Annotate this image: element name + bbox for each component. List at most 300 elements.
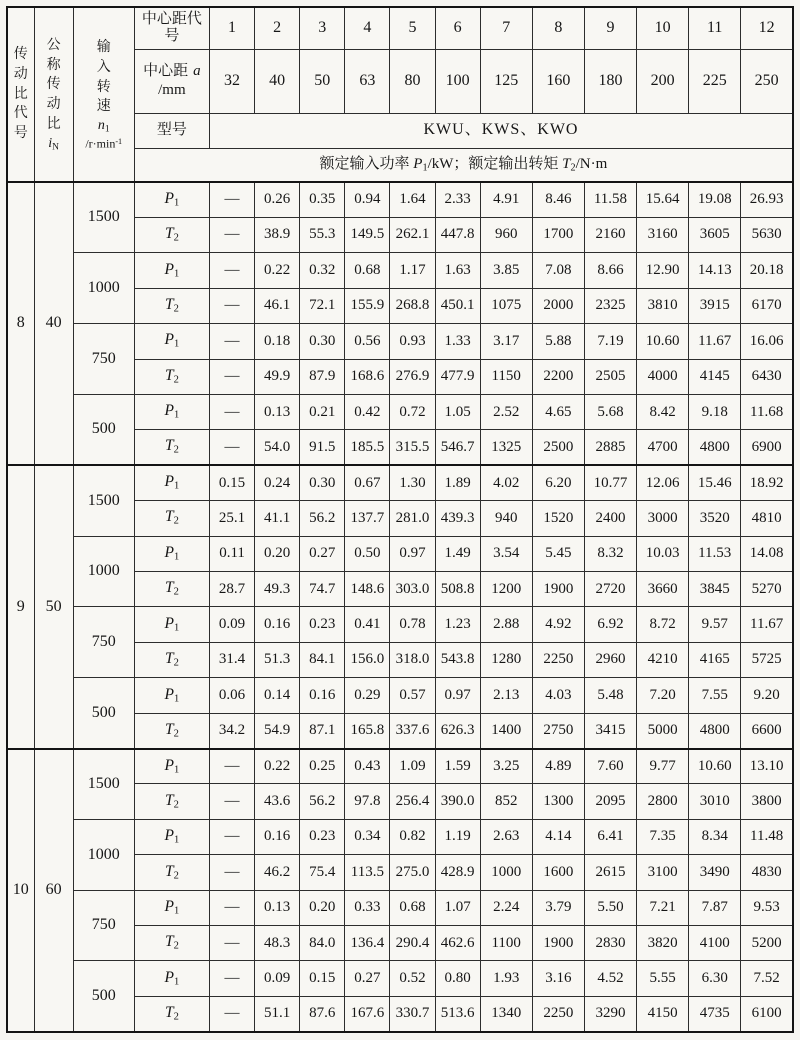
value-cell: 91.5 — [300, 430, 345, 465]
value-cell: 9.53 — [741, 890, 793, 925]
value-cell: 1900 — [532, 571, 584, 606]
value-cell: 2.24 — [480, 890, 532, 925]
value-cell: 0.13 — [255, 394, 300, 429]
center-distance-code-cell: 6 — [435, 7, 480, 49]
value-cell: 4100 — [689, 926, 741, 961]
value-cell: 9.20 — [741, 678, 793, 713]
value-cell: 281.0 — [390, 501, 435, 536]
value-cell: 6900 — [741, 430, 793, 465]
value-cell: 4800 — [689, 713, 741, 748]
value-cell: 3800 — [741, 784, 793, 819]
value-cell: 0.09 — [209, 607, 254, 642]
center-distance-code-cell: 4 — [345, 7, 390, 49]
value-cell: 3605 — [689, 217, 741, 252]
center-distance-code-cell: 8 — [532, 7, 584, 49]
value-cell: 5.45 — [532, 536, 584, 571]
speed-cell: 750 — [73, 890, 134, 961]
value-cell: 6.92 — [584, 607, 636, 642]
row-label-t2: $T_2$ — [134, 217, 209, 252]
center-distance-code-cell: 9 — [584, 7, 636, 49]
center-distance-code-cell: 2 — [255, 7, 300, 49]
value-cell: 0.25 — [300, 749, 345, 784]
center-distance-unit: /mm — [158, 82, 186, 98]
value-cell: 0.56 — [345, 324, 390, 359]
value-cell: 0.67 — [345, 465, 390, 500]
input-speed-symbol: $n_1$ — [97, 118, 110, 135]
value-cell: 20.18 — [741, 253, 793, 288]
value-cell: 626.3 — [435, 713, 480, 748]
value-cell: 156.0 — [345, 642, 390, 677]
value-cell: 5270 — [741, 571, 793, 606]
speed-cell: 1000 — [73, 536, 134, 607]
value-cell: 0.33 — [345, 890, 390, 925]
row-label-p1: $P_1$ — [134, 890, 209, 925]
value-cell: 852 — [480, 784, 532, 819]
value-cell: 4735 — [689, 996, 741, 1032]
value-cell: 543.8 — [435, 642, 480, 677]
value-cell: 0.93 — [390, 324, 435, 359]
value-cell: 4700 — [637, 430, 689, 465]
header-input-speed — [73, 7, 134, 182]
value-cell: 1600 — [532, 855, 584, 890]
value-cell: 5000 — [637, 713, 689, 748]
row-label-t2: $T_2$ — [134, 501, 209, 536]
value-cell: 0.20 — [255, 536, 300, 571]
value-cell: 290.4 — [390, 926, 435, 961]
value-cell: 19.08 — [689, 182, 741, 217]
center-distance-value-cell: 100 — [435, 49, 480, 113]
value-cell: 5.50 — [584, 890, 636, 925]
value-cell: — — [209, 182, 254, 217]
center-distance-code-cell: 12 — [741, 7, 793, 49]
value-cell: 11.53 — [689, 536, 741, 571]
value-cell: 55.3 — [300, 217, 345, 252]
header-ratio-code — [7, 7, 34, 182]
row-label-p1: $P_1$ — [134, 819, 209, 854]
value-cell: 28.7 — [209, 571, 254, 606]
value-cell: 0.09 — [255, 961, 300, 996]
row-label-p1: $P_1$ — [134, 182, 209, 217]
value-cell: 1300 — [532, 784, 584, 819]
ratio-code-cell: 9 — [7, 465, 34, 748]
row-label-p1: $P_1$ — [134, 678, 209, 713]
value-cell: 185.5 — [345, 430, 390, 465]
value-cell: 49.3 — [255, 571, 300, 606]
center-distance-code-label: 中心距代号 — [134, 7, 209, 49]
value-cell: 31.4 — [209, 642, 254, 677]
value-cell: 0.30 — [300, 324, 345, 359]
value-cell: 2885 — [584, 430, 636, 465]
value-cell: 26.93 — [741, 182, 793, 217]
row-label-t2: $T_2$ — [134, 288, 209, 323]
value-cell: 4165 — [689, 642, 741, 677]
value-cell: 2505 — [584, 359, 636, 394]
value-cell: 7.19 — [584, 324, 636, 359]
value-cell: 5.55 — [637, 961, 689, 996]
value-cell: 4810 — [741, 501, 793, 536]
value-cell: 2.63 — [480, 819, 532, 854]
center-distance-value-cell: 50 — [300, 49, 345, 113]
value-cell: 0.15 — [300, 961, 345, 996]
value-cell: 41.1 — [255, 501, 300, 536]
speed-cell: 1500 — [73, 465, 134, 536]
value-cell: 15.46 — [689, 465, 741, 500]
value-cell: 0.24 — [255, 465, 300, 500]
value-cell: 0.20 — [300, 890, 345, 925]
value-cell: 12.90 — [637, 253, 689, 288]
value-cell: 0.18 — [255, 324, 300, 359]
input-speed-unit: $/r\cdot\min^{-1}$ — [85, 136, 123, 151]
row-label-t2: $T_2$ — [134, 713, 209, 748]
value-cell: 3160 — [637, 217, 689, 252]
value-cell: 8.32 — [584, 536, 636, 571]
value-cell: — — [209, 394, 254, 429]
value-cell: 7.35 — [637, 819, 689, 854]
value-cell: 1100 — [480, 926, 532, 961]
value-cell: 136.4 — [345, 926, 390, 961]
value-cell: 0.41 — [345, 607, 390, 642]
value-cell: 1000 — [480, 855, 532, 890]
data-row — [7, 961, 793, 996]
row-label-t2: $T_2$ — [134, 642, 209, 677]
value-cell: 439.3 — [435, 501, 480, 536]
value-cell: 38.9 — [255, 217, 300, 252]
value-cell: 2750 — [532, 713, 584, 748]
value-cell: 13.10 — [741, 749, 793, 784]
speed-cell: 1000 — [73, 819, 134, 890]
value-cell: 0.68 — [390, 890, 435, 925]
value-cell: 268.8 — [390, 288, 435, 323]
value-cell: 2095 — [584, 784, 636, 819]
value-cell: 1075 — [480, 288, 532, 323]
value-cell: 0.57 — [390, 678, 435, 713]
value-cell: 275.0 — [390, 855, 435, 890]
value-cell: 3415 — [584, 713, 636, 748]
data-row — [7, 749, 793, 784]
value-cell: 5.48 — [584, 678, 636, 713]
value-cell: 5630 — [741, 217, 793, 252]
value-cell: 0.97 — [435, 678, 480, 713]
value-cell: 7.60 — [584, 749, 636, 784]
value-cell: 3845 — [689, 571, 741, 606]
value-cell: 8.72 — [637, 607, 689, 642]
value-cell: 2.33 — [435, 182, 480, 217]
value-cell: 428.9 — [435, 855, 480, 890]
value-cell: 84.1 — [300, 642, 345, 677]
value-cell: 2.88 — [480, 607, 532, 642]
row-label-p1: $P_1$ — [134, 536, 209, 571]
center-distance-value-cell: 32 — [209, 49, 254, 113]
value-cell: — — [209, 749, 254, 784]
value-cell: 1.05 — [435, 394, 480, 429]
value-cell: 1.64 — [390, 182, 435, 217]
value-cell: 8.66 — [584, 253, 636, 288]
value-cell: 315.5 — [390, 430, 435, 465]
value-cell: 0.97 — [390, 536, 435, 571]
value-cell: 1200 — [480, 571, 532, 606]
value-cell: 0.26 — [255, 182, 300, 217]
value-cell: 1.30 — [390, 465, 435, 500]
center-distance-label: 中心距 a /mm — [134, 49, 209, 113]
value-cell: — — [209, 996, 254, 1032]
value-cell: 276.9 — [390, 359, 435, 394]
speed-cell: 1500 — [73, 182, 134, 253]
value-cell: 6.41 — [584, 819, 636, 854]
value-cell: 8.42 — [637, 394, 689, 429]
value-cell: 48.3 — [255, 926, 300, 961]
data-row — [7, 678, 793, 713]
value-cell: 15.64 — [637, 182, 689, 217]
center-distance-code-cell: 3 — [300, 7, 345, 49]
center-distance-value-cell: 40 — [255, 49, 300, 113]
value-cell: 3520 — [689, 501, 741, 536]
value-cell: 1520 — [532, 501, 584, 536]
speed-cell: 500 — [73, 678, 134, 749]
value-cell: — — [209, 926, 254, 961]
value-cell: 303.0 — [390, 571, 435, 606]
value-cell: 0.11 — [209, 536, 254, 571]
value-cell: 0.30 — [300, 465, 345, 500]
value-cell: 0.32 — [300, 253, 345, 288]
value-cell: 2720 — [584, 571, 636, 606]
value-cell: 10.77 — [584, 465, 636, 500]
value-cell: 508.8 — [435, 571, 480, 606]
value-cell: 1.93 — [480, 961, 532, 996]
value-cell: 546.7 — [435, 430, 480, 465]
value-cell: 11.48 — [741, 819, 793, 854]
value-cell: 0.34 — [345, 819, 390, 854]
row-label-t2: $T_2$ — [134, 430, 209, 465]
value-cell: 1.17 — [390, 253, 435, 288]
value-cell: 0.42 — [345, 394, 390, 429]
value-cell: 56.2 — [300, 784, 345, 819]
value-cell: 6.20 — [532, 465, 584, 500]
value-cell: 1150 — [480, 359, 532, 394]
value-cell: 167.6 — [345, 996, 390, 1032]
value-cell: 148.6 — [345, 571, 390, 606]
value-cell: 0.15 — [209, 465, 254, 500]
value-cell: 2830 — [584, 926, 636, 961]
value-cell: 4830 — [741, 855, 793, 890]
value-cell: 0.72 — [390, 394, 435, 429]
ratio-code-label: 传动比代号 — [13, 46, 28, 142]
center-distance-value-cell: 160 — [532, 49, 584, 113]
value-cell: — — [209, 359, 254, 394]
value-cell: 5.88 — [532, 324, 584, 359]
value-cell: 390.0 — [435, 784, 480, 819]
value-cell: 0.50 — [345, 536, 390, 571]
value-cell: 2800 — [637, 784, 689, 819]
value-cell: 3100 — [637, 855, 689, 890]
center-distance-code-cell: 7 — [480, 7, 532, 49]
value-cell: 14.13 — [689, 253, 741, 288]
row-label-t2: $T_2$ — [134, 571, 209, 606]
value-cell: 1.49 — [435, 536, 480, 571]
value-cell: 3810 — [637, 288, 689, 323]
value-cell: 330.7 — [390, 996, 435, 1032]
value-cell: 4.92 — [532, 607, 584, 642]
value-cell: 11.67 — [741, 607, 793, 642]
value-cell: 7.52 — [741, 961, 793, 996]
row-label-t2: $T_2$ — [134, 996, 209, 1032]
value-cell: 1340 — [480, 996, 532, 1032]
value-cell: 1900 — [532, 926, 584, 961]
value-cell: 0.22 — [255, 253, 300, 288]
speed-cell: 500 — [73, 394, 134, 465]
value-cell: 11.58 — [584, 182, 636, 217]
value-cell: 51.1 — [255, 996, 300, 1032]
value-cell: 1325 — [480, 430, 532, 465]
value-cell: 155.9 — [345, 288, 390, 323]
value-cell: 1.09 — [390, 749, 435, 784]
model-label: 型号 — [134, 113, 209, 148]
value-cell: 3010 — [689, 784, 741, 819]
value-cell: 256.4 — [390, 784, 435, 819]
data-row — [7, 394, 793, 429]
value-cell: 4.02 — [480, 465, 532, 500]
value-cell: 5725 — [741, 642, 793, 677]
center-distance-code-cell: 10 — [637, 7, 689, 49]
value-cell: 4150 — [637, 996, 689, 1032]
row-label-p1: $P_1$ — [134, 749, 209, 784]
value-cell: 75.4 — [300, 855, 345, 890]
row-label-t2: $T_2$ — [134, 784, 209, 819]
value-cell: 6.30 — [689, 961, 741, 996]
value-cell: 3.54 — [480, 536, 532, 571]
value-cell: 10.60 — [637, 324, 689, 359]
table-head — [7, 7, 793, 182]
value-cell: 3.85 — [480, 253, 532, 288]
value-cell: 447.8 — [435, 217, 480, 252]
value-cell: 5.68 — [584, 394, 636, 429]
value-cell: 7.21 — [637, 890, 689, 925]
center-distance-value-cell: 250 — [741, 49, 793, 113]
center-distance-value-cell: 180 — [584, 49, 636, 113]
value-cell: 1.59 — [435, 749, 480, 784]
value-cell: 0.14 — [255, 678, 300, 713]
value-cell: 462.6 — [435, 926, 480, 961]
data-row — [7, 253, 793, 288]
value-cell: 6430 — [741, 359, 793, 394]
value-cell: 18.92 — [741, 465, 793, 500]
value-cell: — — [209, 288, 254, 323]
value-cell: 1280 — [480, 642, 532, 677]
row-label-p1: $P_1$ — [134, 465, 209, 500]
value-cell: 2400 — [584, 501, 636, 536]
value-cell: 7.55 — [689, 678, 741, 713]
value-cell: 2325 — [584, 288, 636, 323]
value-cell: 10.03 — [637, 536, 689, 571]
row-label-p1: $P_1$ — [134, 324, 209, 359]
value-cell: 3915 — [689, 288, 741, 323]
value-cell: 960 — [480, 217, 532, 252]
value-cell: 940 — [480, 501, 532, 536]
value-cell: 2250 — [532, 642, 584, 677]
center-distance-code-cell: 11 — [689, 7, 741, 49]
value-cell: 0.29 — [345, 678, 390, 713]
value-cell: 87.9 — [300, 359, 345, 394]
value-cell: 0.27 — [300, 536, 345, 571]
value-cell: 149.5 — [345, 217, 390, 252]
value-cell: 4145 — [689, 359, 741, 394]
data-row — [7, 890, 793, 925]
value-cell: — — [209, 855, 254, 890]
value-cell: 7.20 — [637, 678, 689, 713]
value-cell: 1.33 — [435, 324, 480, 359]
value-cell: 1.89 — [435, 465, 480, 500]
row-label-p1: $P_1$ — [134, 394, 209, 429]
model-value: KWU、KWS、KWO — [209, 113, 793, 148]
center-distance-value-cell: 225 — [689, 49, 741, 113]
value-cell: 337.6 — [390, 713, 435, 748]
value-cell: 3.16 — [532, 961, 584, 996]
value-cell: 97.8 — [345, 784, 390, 819]
row-label-t2: $T_2$ — [134, 855, 209, 890]
value-cell: 8.34 — [689, 819, 741, 854]
ratio-code-cell: 8 — [7, 182, 34, 465]
value-cell: 46.2 — [255, 855, 300, 890]
center-distance-code-cell: 5 — [390, 7, 435, 49]
value-cell: 3820 — [637, 926, 689, 961]
data-row — [7, 607, 793, 642]
center-distance-value-cell: 125 — [480, 49, 532, 113]
value-cell: 0.94 — [345, 182, 390, 217]
value-cell: 87.6 — [300, 996, 345, 1032]
value-cell: 54.9 — [255, 713, 300, 748]
value-cell: 87.1 — [300, 713, 345, 748]
value-cell: 2.13 — [480, 678, 532, 713]
value-cell: — — [209, 324, 254, 359]
value-cell: 1.19 — [435, 819, 480, 854]
value-cell: 11.68 — [741, 394, 793, 429]
value-cell: 6600 — [741, 713, 793, 748]
value-cell: 0.22 — [255, 749, 300, 784]
value-cell: — — [209, 253, 254, 288]
header-row-codes — [7, 7, 793, 49]
center-distance-value-cell: 63 — [345, 49, 390, 113]
value-cell: 14.08 — [741, 536, 793, 571]
value-cell: 318.0 — [390, 642, 435, 677]
value-cell: 46.1 — [255, 288, 300, 323]
value-cell: 1400 — [480, 713, 532, 748]
data-row — [7, 536, 793, 571]
value-cell: 2960 — [584, 642, 636, 677]
value-cell: 84.0 — [300, 926, 345, 961]
value-cell: 6170 — [741, 288, 793, 323]
value-cell: 51.3 — [255, 642, 300, 677]
value-cell: 34.2 — [209, 713, 254, 748]
speed-cell: 750 — [73, 324, 134, 395]
value-cell: 137.7 — [345, 501, 390, 536]
value-cell: 9.57 — [689, 607, 741, 642]
value-cell: 9.18 — [689, 394, 741, 429]
speed-cell: 1500 — [73, 749, 134, 820]
value-cell: 49.9 — [255, 359, 300, 394]
value-cell: 4.52 — [584, 961, 636, 996]
ratings-table — [6, 6, 794, 1033]
value-cell: 0.21 — [300, 394, 345, 429]
row-label-p1: $P_1$ — [134, 253, 209, 288]
value-cell: 7.87 — [689, 890, 741, 925]
nominal-ratio-cell: 40 — [34, 182, 73, 465]
data-row — [7, 182, 793, 217]
value-cell: 0.43 — [345, 749, 390, 784]
value-cell: 9.77 — [637, 749, 689, 784]
value-cell: — — [209, 890, 254, 925]
value-cell: 72.1 — [300, 288, 345, 323]
value-cell: 4.91 — [480, 182, 532, 217]
value-cell: — — [209, 217, 254, 252]
